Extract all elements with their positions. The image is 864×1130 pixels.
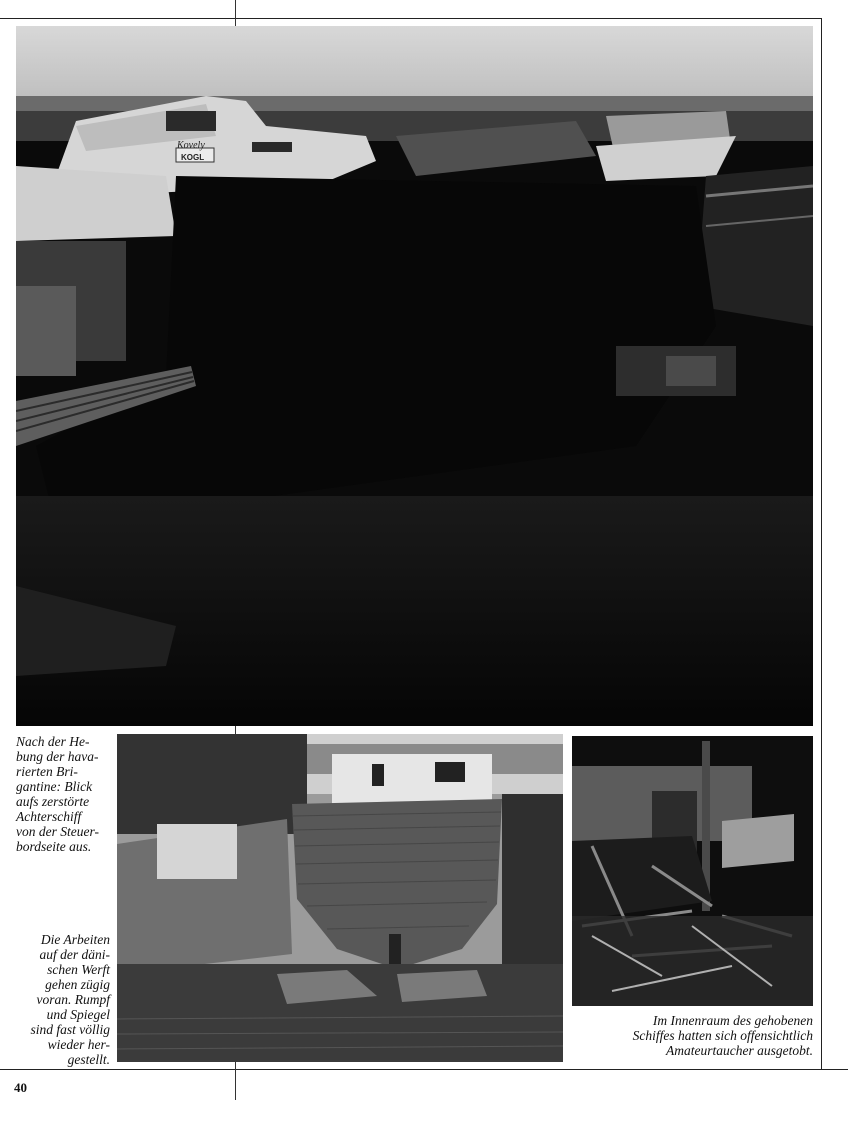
- right-rule: [821, 18, 822, 1070]
- stern-photo: [117, 734, 563, 1062]
- boat-name: Kovely: [177, 140, 205, 151]
- caption-interior: Im Innenraum des gehobenen Schiffes hatten sich offensichtlich Amateurtaucher ausgetobt.: [632, 1013, 813, 1058]
- main-photo: [16, 26, 813, 726]
- caption-salvage: Nach der He- bung der hava- rierten Bri- gantine: Blick aufs zerstörte Achterschiff von der Steuer- bordseite aus.: [16, 734, 99, 854]
- bottom-rule: [0, 1069, 848, 1070]
- page-number: 40: [14, 1080, 27, 1095]
- caption-shipyard: Die Arbeiten auf der däni- schen Werft gehen zügig voran. Rumpf und Spiegel sind fast völlig wieder her- gestellt.: [30, 932, 110, 1067]
- interior-photo: [572, 736, 813, 1006]
- top-rule: [0, 18, 822, 19]
- boat-registration: KOGL: [181, 153, 205, 162]
